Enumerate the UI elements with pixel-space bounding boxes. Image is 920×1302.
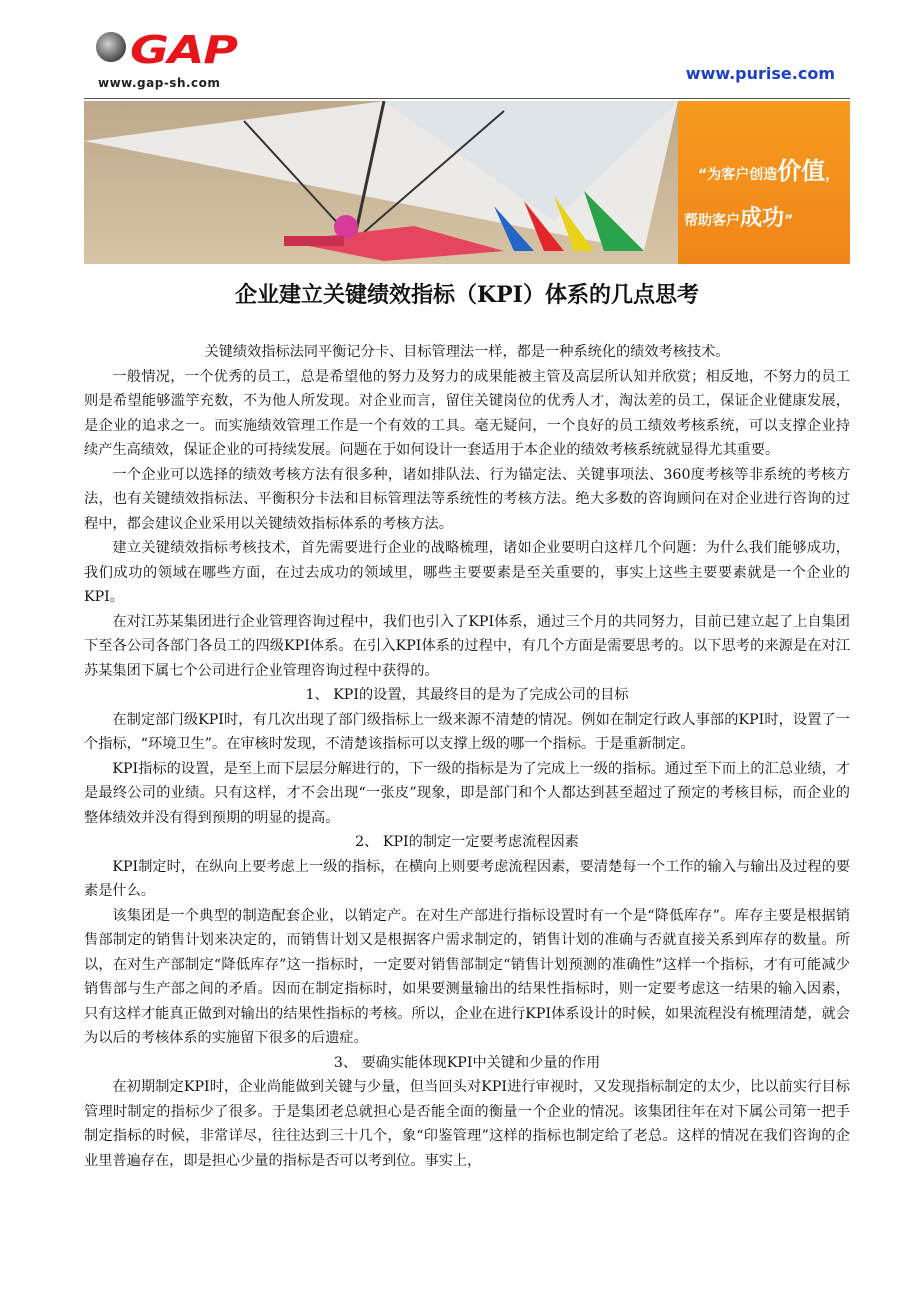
banner [84, 101, 850, 264]
slogan-text: ” [784, 213, 794, 229]
slogan-emphasis: 成功 [740, 206, 785, 231]
site-url-link[interactable]: www.purise.com [685, 64, 835, 83]
slogan-text: ， [825, 167, 840, 183]
paragraph: 在对江苏某集团进行企业管理咨询过程中，我们也引入了KPI体系，通过三个月的共同努力，目前已建立起了上自集团下至各公司各部门各员工的四级KPI体系。在引入KPI体系的过程中，有几个方面是需要思考的。以下思考的来源是在对江苏某集团下属七个公司进行企业管理咨询过程中获得的。 [84, 613, 850, 679]
section-heading: 2、 KPI的制定一定要考虑流程因素 [355, 834, 579, 850]
slogan-line-1 [698, 151, 839, 186]
paragraph: 建立关键绩效指标考核技术，首先需要进行企业的战略梳理，诸如企业要明白这样几个问题：为什么我们能够成功，我们成功的领域在哪些方面，在过去成功的领域里，哪些主要要素是至关重要的，事实上这些主要要素就是一个企业的KPI。 [84, 540, 850, 605]
article-title: 企业建立关键绩效指标（KPI）体系的几点思考 [235, 282, 699, 308]
paragraph: 一个企业可以选择的绩效考核方法有很多种，诸如排队法、行为锚定法、关键事项法、360度考核等非系统的考核方法，也有关键绩效指标法、平衡积分卡法和目标管理法等系统性的考核方法。绝大多数的咨询顾问在对企业进行咨询的过程中，都会建议企业采用以关键绩效指标体系的考核方法。 [84, 466, 850, 532]
logo-url[interactable]: www.gap-sh.com [98, 76, 221, 90]
slogan-text: “为客户创造 [698, 167, 778, 183]
paragraph: 该集团是一个典型的制造配套企业，以销定产。在对生产部进行指标设置时有一个是“降低库存”。库存主要是根据销售部制定的销售计划来决定的，而销售计划又是根据客户需求制定的，销售计划的准确与否就直接关系到库存的数量。所以，在对生产部制定“降低库存”这一指标时，一定要对销售部制定“销售计划预测的准确性”这样一个指标，才有可能减少销售部与生产部之间的矛盾。因而在制定指标时，如果要测量输出的结果性指标时，则一定要考虑这一结果的输入因素，只有这样才能真正做到对输出的结果性指标的考核。所以，企业在进行KPI体系设计的时候，如果流程没有梳理清楚，就会为以后的考核体系的实施留下很多的后遗症。 [84, 907, 850, 1046]
article-body [84, 340, 850, 1173]
slogan-text: 帮助客户 [684, 213, 740, 229]
slogan-emphasis: 价值 [777, 157, 826, 185]
paragraph: 在制定部门级KPI时，有几次出现了部门级指标上一级来源不清楚的情况。例如在制定行政人事部的KPI时，设置了一个指标，“环境卫生”。在审核时发现，不清楚该指标可以支撑上级的哪一个指标。于是重新制定。 [84, 711, 850, 752]
paragraph: KPI制定时，在纵向上要考虑上一级的指标，在横向上则要考虑流程因素，要清楚每一个工作的输入与输出及过程的要素是什么。 [84, 858, 850, 899]
paragraph: 关键绩效指标法同平衡记分卡、目标管理法一样，都是一种系统化的绩效考核技术。 [204, 344, 730, 360]
section-heading: 3、 要确实能体现KPI中关键和少量的作用 [333, 1054, 601, 1071]
header-divider [84, 98, 850, 99]
paragraph: KPI指标的设置，是至上而下层层分解进行的，下一级的指标是为了完成上一级的指标。通过至下而上的汇总业绩，才是最终公司的业绩。只有这样，才不会出现“一张皮”现象，即是部门和个人都达到甚至超过了预定的考核目标，而企业的整体绩效并没有得到预期的明显的提高。 [84, 760, 850, 826]
paragraph: 在初期制定KPI时，企业尚能做到关键与少量，但当回头对KPI进行审视时，又发现指标制定的太少，比以前实行目标管理时制定的指标少了很多。于是集团老总就担心是否能全面的衡量一个企业的情况。该集团往年在对下属公司第一把手制定指标的时候，非常详尽，往往达到三十几个，象“印鉴管理”这样的指标也制定给了老总。这样的情况在我们咨询的企业里普遍存在，即是担心少量的指标是否可以考到位。事实上， [84, 1079, 850, 1169]
hang-glider-photo [84, 101, 678, 264]
section-heading: 1、 KPI的设置，其最终目的是为了完成公司的目标 [305, 687, 629, 703]
logo-text: GAP [130, 28, 237, 72]
slogan-line-2 [684, 201, 793, 232]
gap-logo[interactable] [92, 28, 252, 94]
paragraph: 一般情况，一个优秀的员工，总是希望他的努力及努力的成果能被主管及高层所认知并欣赏；相反地，不努力的员工则是希望能够滥竽充数，不为他人所发现。对企业而言，留住关键岗位的优秀人才，淘汰差的员工，保证企业健康发展，是企业的追求之一。而实施绩效管理工作是一个有效的工具。毫无疑问，一个良好的员工绩效考核系统，可以支撑企业持续产生高绩效，保证企业的可持续发展。问题在于如何设计一套适用于本企业的绩效考核系统就显得尤其重要。 [84, 368, 850, 458]
slogan-panel [678, 101, 850, 264]
globe-icon [96, 32, 126, 62]
